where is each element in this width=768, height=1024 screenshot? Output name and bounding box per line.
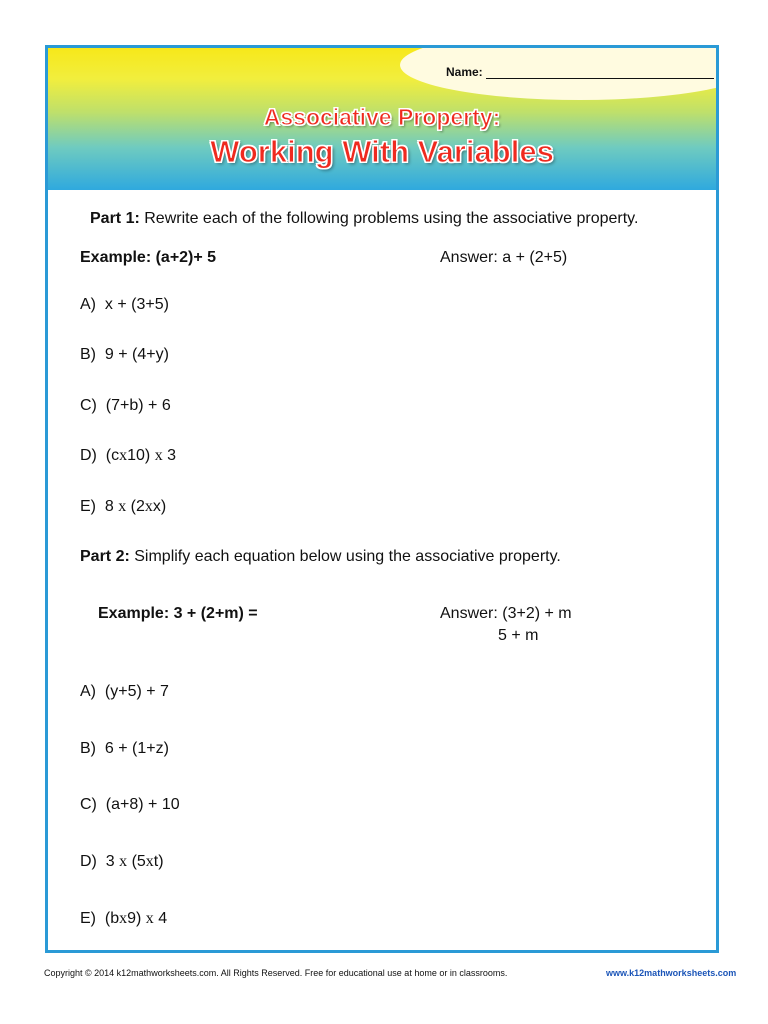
part1-example: Example: (a+2)+ 5: [80, 249, 217, 266]
item-expression: 6 + (1+z): [104, 740, 169, 757]
part2-example: Example: 3 + (2+m) =: [98, 605, 258, 622]
part1-instruction: [90, 210, 638, 228]
part1-text: Rewrite each of the following problems using the associative property.: [139, 210, 639, 227]
part2-label: Part 2:: [80, 548, 130, 565]
footer-website-link[interactable]: www.k12mathworksheets.com: [606, 968, 737, 978]
part1-item-a: [80, 296, 169, 314]
times-sign: x: [119, 910, 128, 927]
item-expression-part: 8: [104, 498, 119, 515]
item-expression-part: 3: [162, 447, 177, 464]
part1-answer: Answer: a + (2+5): [440, 249, 568, 266]
times-sign: x: [119, 447, 128, 464]
item-expression-part: (b: [104, 910, 120, 927]
item-expression: x + (3+5): [104, 296, 169, 313]
item-expression-part: 9): [127, 910, 146, 927]
part2-answer-line1: Answer: (3+2) + m: [440, 605, 572, 622]
part1-item-d: [80, 447, 176, 465]
item-expression-part: (2: [126, 498, 145, 515]
header-banner: [48, 48, 716, 190]
times-sign: x: [145, 853, 154, 870]
item-expression-part: 10): [127, 447, 155, 464]
part2-instruction: [80, 548, 561, 566]
times-sign: x: [144, 498, 153, 515]
part1-item-b: [80, 346, 169, 364]
item-expression-part: (c: [105, 447, 120, 464]
item-expression: (7+b) + 6: [105, 397, 171, 414]
part1-item-e: [80, 498, 166, 516]
part2-item-a: [80, 683, 169, 701]
times-sign: x: [119, 853, 128, 870]
item-expression-part: 4: [153, 910, 168, 927]
item-expression: 9 + (4+y): [104, 346, 169, 363]
item-expression-part: x): [152, 498, 167, 515]
part1-label: Part 1:: [90, 210, 140, 227]
item-letter: A): [80, 296, 96, 313]
times-sign: x: [145, 910, 154, 927]
footer-copyright: Copyright © 2014 k12mathworksheets.com. All Rights Reserved. Free for educational use at home or in classrooms.: [44, 968, 508, 978]
item-expression: (a+8) + 10: [105, 796, 180, 813]
part2-answer-line2: 5 + m: [498, 627, 539, 644]
name-label: Name:: [446, 65, 483, 79]
item-letter: B): [80, 740, 96, 757]
item-letter: D): [80, 853, 97, 870]
item-letter: A): [80, 683, 96, 700]
part2-text: Simplify each equation below using the associative property.: [129, 548, 561, 565]
item-expression-part: (5: [127, 853, 146, 870]
item-expression-part: 3: [105, 853, 120, 870]
name-field: [446, 65, 714, 79]
item-letter: E): [80, 498, 96, 515]
worksheet-subtitle: Working With Variables: [210, 134, 554, 169]
item-letter: D): [80, 447, 97, 464]
item-letter: B): [80, 346, 96, 363]
item-letter: C): [80, 796, 97, 813]
times-sign: x: [154, 447, 163, 464]
part2-item-e: [80, 910, 167, 928]
part2-item-b: [80, 740, 169, 758]
part2-item-d: [80, 853, 164, 871]
item-letter: C): [80, 397, 97, 414]
worksheet-title: Associative Property:: [263, 104, 501, 130]
part1-item-c: [80, 397, 171, 415]
item-expression-part: t): [153, 853, 164, 870]
times-sign: x: [118, 498, 127, 515]
item-expression: (y+5) + 7: [104, 683, 169, 700]
name-blank-line: [486, 67, 714, 79]
item-letter: E): [80, 910, 96, 927]
part2-item-c: [80, 796, 180, 814]
